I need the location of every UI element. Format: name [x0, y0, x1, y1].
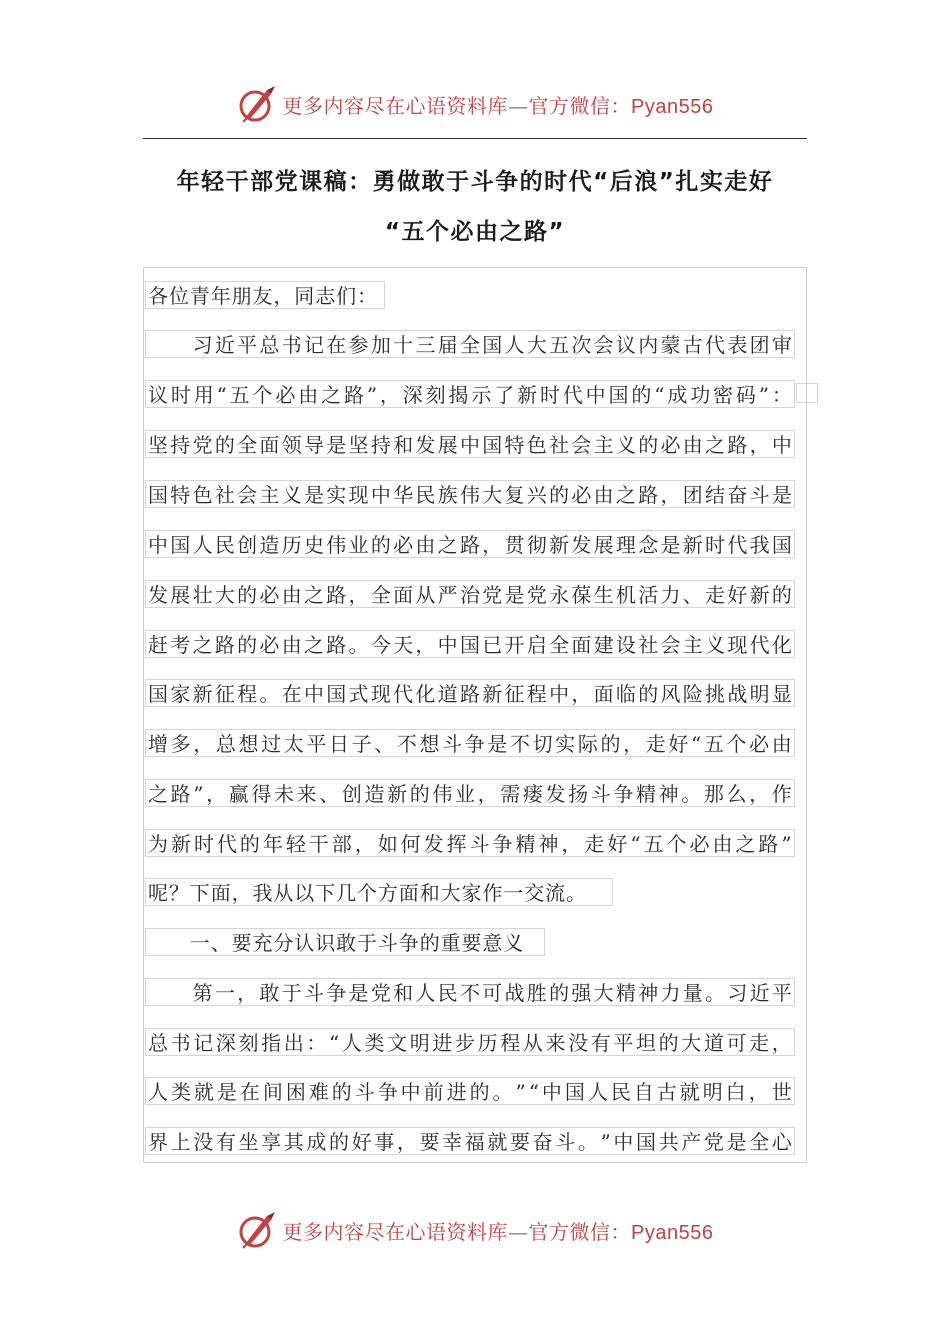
quill-logo-icon	[237, 1210, 277, 1250]
banner-main-text: 更多内容尽在心语资料库	[282, 1219, 509, 1244]
body-line: 总 书 记 深 刻 指 出 ： “ 人 类 文 明 进 步 历 程 从 来 没 有 平 坦 的 大 道 可 走 ，	[145, 1028, 795, 1056]
body-line: 发 展 壮 大 的 必 由 之 路 ， 全 面 从 严 治 党 是 党 永 葆 生 机 活 力 、 走 好 新 的	[145, 580, 795, 608]
body-line: 习 近 平 总 书 记 在 参 加 十 三 届 全 国 人 大 五 次 会 议 内 蒙 古 代 表 团 审	[145, 330, 795, 358]
body-line: 第 一 ， 敢 于 斗 争 是 党 和 人 民 不 可 战 胜 的 强 大 精 神 力 量 。 习 近 平	[145, 978, 795, 1006]
banner-contact-label: 官方微信：	[528, 1219, 632, 1244]
line-end-marker	[796, 383, 818, 403]
body-line: 人 类 就 是 在 间 困 难 的 斗 争 中 前 进 的 。 ” “ 中 国 人 民 自 古 就 明 白 ， 世	[145, 1077, 795, 1105]
quill-logo-icon	[237, 84, 277, 124]
banner-contact-label: 官方微信：	[528, 93, 632, 118]
document-title-line-2: “五个必由之路”	[384, 219, 566, 245]
banner-separator: —	[508, 1219, 529, 1244]
banner-wechat-id: Pyan556	[631, 95, 714, 118]
body-line: 呢？下面，我从以下几个方面和大家作一交流。	[145, 878, 613, 906]
document-title-line-1: 年轻干部党课稿：勇做敢于斗争的时代“后浪”扎实走好	[176, 169, 774, 195]
footer-banner	[0, 1208, 950, 1252]
body-line: 国 家 新 征 程 。 在 中 国 式 现 代 化 道 路 新 征 程 中 ， 面 临 的 风 险 挑 战 明 显	[145, 679, 795, 707]
body-line: 各位青年朋友，同志们：	[145, 281, 385, 309]
body-line: 议 时 用 “ 五 个 必 由 之 路 ” ， 深 刻 揭 示 了 新 时 代 中 国 的 “ 成 功 密 码 ” ：	[145, 380, 795, 408]
banner-text	[283, 1216, 714, 1245]
body-line: 国 特 色 社 会 主 义 是 实 现 中 华 民 族 伟 大 复 兴 的 必 由 之 路 ， 团 结 奋 斗 是	[145, 480, 795, 508]
body-line: 为 新 时 代 的 年 轻 干 部 ， 如 何 发 挥 斗 争 精 神 ， 走 好 “ 五 个 必 由 之 路 ”	[145, 829, 795, 857]
body-line: 赶 考 之 路 的 必 由 之 路 。 今 天 ， 中 国 已 开 启 全 面 建 设 社 会 主 义 现 代 化	[145, 630, 795, 658]
body-line: 之 路 ” ， 赢 得 未 来 、 创 造 新 的 伟 业 ， 需 瘘 发 扬 斗 争 精 神 。 那 么 ， 作	[145, 779, 795, 807]
body-line: 一、要充分认识敢于斗争的重要意义	[145, 928, 545, 956]
header-divider	[143, 138, 807, 139]
body-line: 界 上 没 有 坐 享 其 成 的 好 事 ， 要 幸 福 就 要 奋 斗 。 ” 中 国 共 产 党 是 全 心	[145, 1127, 795, 1155]
banner-separator: —	[508, 93, 529, 118]
body-line: 坚 持 党 的 全 面 领 导 是 坚 持 和 发 展 中 国 特 色 社 会 主 义 的 必 由 之 路 ， 中	[145, 430, 795, 458]
body-line: 中 国 人 民 创 造 历 史 伟 业 的 必 由 之 路 ， 贯 彻 新 发 展 理 念 是 新 时 代 我 国	[145, 530, 795, 558]
header-banner	[0, 82, 950, 126]
banner-main-text: 更多内容尽在心语资料库	[282, 93, 509, 118]
banner-text	[283, 90, 714, 119]
banner-wechat-id: Pyan556	[631, 1221, 714, 1244]
body-line: 增 多 ， 总 想 过 太 平 日 子 、 不 想 斗 争 是 不 切 实 际 的 ， 走 好 “ 五 个 必 由	[145, 729, 795, 757]
